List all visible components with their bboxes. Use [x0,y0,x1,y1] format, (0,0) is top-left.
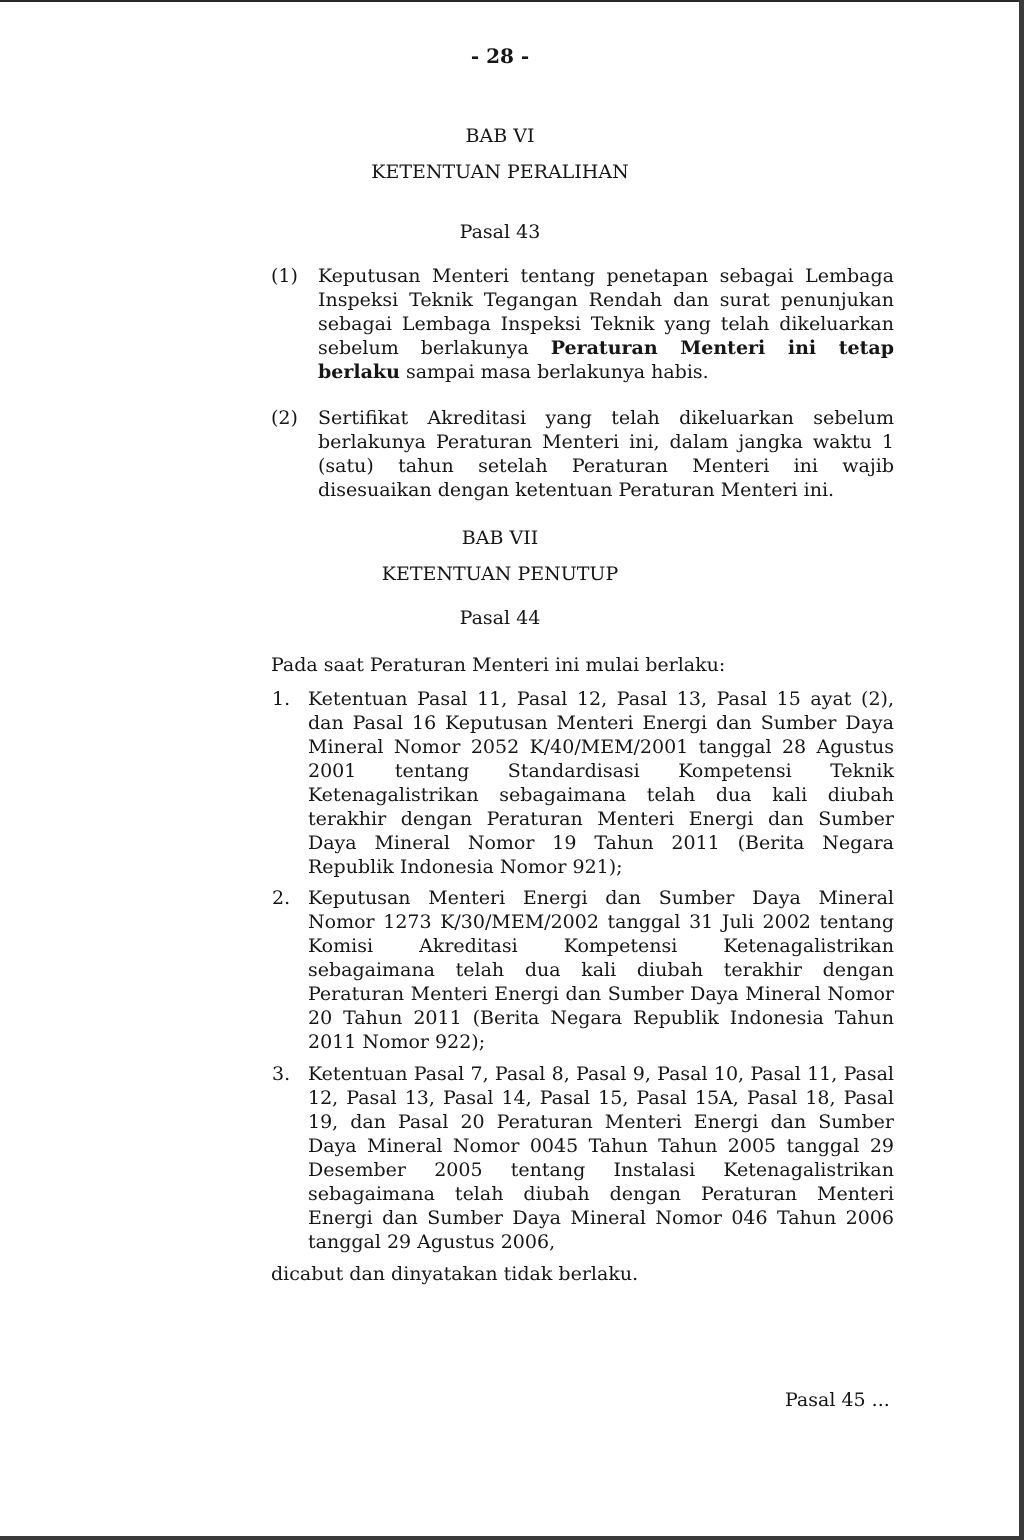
chapter-7-title: KETENTUAN PENUTUP [381,563,619,585]
article-43-heading: Pasal 43 [459,221,541,243]
page-number: - 28 - [470,44,530,68]
list-item-3: Ketentuan Pasal 7, Pasal 8, Pasal 9, Pasal 10, Pasal 11, Pasal 12, Pasal 13, Pasal 14, Pasal 15, Pasal 15A, Pasal 18, Pasal 19, dan Pasal 20 Peraturan Menteri Energi dan Sumber Daya Mineral Nomor 0045 Tahun Tahun 2005 tanggal 29 Desember 2005 tentang Instalasi Ketenagalistrikan sebagaimana telah diubah dengan Peraturan Menteri Energi dan Sumber Daya Mineral Nomor 046 Tahun 2006 tanggal 29 Agustus 2006, [308,1063,894,1253]
article-44-heading: Pasal 44 [459,607,541,629]
scan-edge-right [1019,0,1024,1540]
chapter-6-title: KETENTUAN PERALIHAN [371,161,629,183]
chapter-6-heading: BAB VI [465,125,535,147]
paragraph-1-bold-text: Peraturan Menteri ini tetap berlaku [318,337,894,383]
paragraph-1-text-end: sampai masa berlakunya habis. [399,361,709,383]
article-43-paragraph-1 [318,264,894,384]
paragraph-marker-2: (2) [271,407,298,429]
chapter-7-heading: BAB VII [461,527,539,549]
article-43-paragraph-2: Sertifikat Akreditasi yang telah dikeluarkan sebelum berlakunya Peraturan Menteri ini, dalam jangka waktu 1 (satu) tahun setelah Peraturan Menteri ini wajib disesuaikan dengan ketentuan Peraturan Menteri ini. [318,407,894,501]
list-item-marker-2: 2. [272,887,291,909]
paragraph-1-text: Keputusan Menteri tentang penetapan sebagai Lembaga Inspeksi Teknik Tegangan Rendah dan surat penunjukan sebagai Lembaga Inspeksi Teknik yang telah dikeluarkan sebelum berlakunya [318,265,894,359]
next-page-reference: Pasal 45 ... [785,1389,890,1411]
scan-edge-top [0,0,1024,2]
article-44-lead: Pada saat Peraturan Menteri ini mulai berlaku: [271,654,726,676]
list-item-marker-3: 3. [272,1063,291,1085]
list-item-2: Keputusan Menteri Energi dan Sumber Daya Mineral Nomor 1273 K/30/MEM/2002 tanggal 31 Juli 2002 tentang Komisi Akreditasi Kompetensi Ketenagalistrikan sebagaimana telah dua kali diubah terakhir dengan Peraturan Menteri Energi dan Sumber Daya Mineral Nomor 20 Tahun 2011 (Berita Negara Republik Indonesia Tahun 2011 Nomor 922); [308,887,894,1053]
scan-edge-bottom [0,1536,1024,1540]
paragraph-marker-1: (1) [271,265,298,287]
list-item-marker-1: 1. [272,688,291,710]
article-44-closing: dicabut dan dinyatakan tidak berlaku. [271,1263,639,1285]
list-item-1: Ketentuan Pasal 11, Pasal 12, Pasal 13, Pasal 15 ayat (2), dan Pasal 16 Keputusan Menteri Energi dan Sumber Daya Mineral Nomor 2052 K/40/MEM/2001 tanggal 28 Agustus 2001 tentang Standardisasi Kompetensi Teknik Ketenagalistrikan sebagaimana telah dua kali diubah terakhir dengan Peraturan Menteri Energi dan Sumber Daya Mineral Nomor 19 Tahun 2011 (Berita Negara Republik Indonesia Nomor 921); [308,688,894,878]
